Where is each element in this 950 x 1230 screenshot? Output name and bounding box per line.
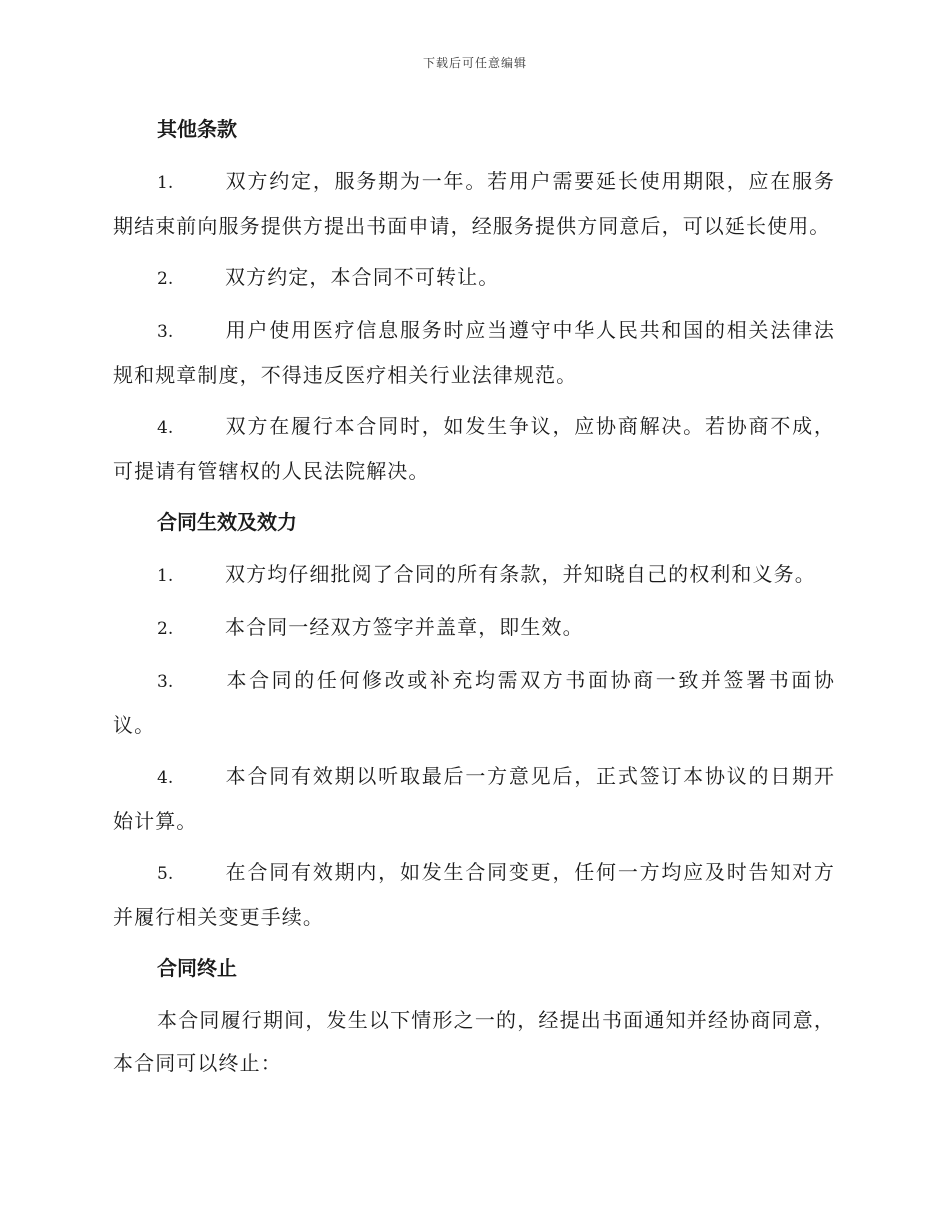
clause-2-3 [113,659,835,747]
clause-number: 4. [157,418,174,438]
clause-1-3 [113,309,835,397]
section-title-termination: 合同终止 [157,956,237,980]
clause-1-2 [113,256,835,301]
clause-2-5 [113,851,835,939]
clause-number: 5. [157,864,174,884]
clause-number: 3. [157,322,174,342]
clause-text: 在合同有效期内，如发生合同变更，任何一方均应及时告知对方并履行相关变更手续。 [113,860,835,929]
clause-text: 双方均仔细批阅了合同的所有条款，并知晓自己的权利和义务。 [225,562,816,586]
section-title-effectiveness: 合同生效及效力 [157,510,297,534]
document-body [113,108,835,1093]
termination-intro: 本合同履行期间，发生以下情形之一的，经提出书面通知并经协商同意，本合同可以终止： [113,1008,835,1075]
clause-number: 2. [157,619,174,639]
clause-text: 双方约定，服务期为一年。若用户需要延长使用期限，应在服务期结束前向服务提供方提出书面申请，经服务提供方同意后，可以延长使用。 [113,169,835,238]
clause-number: 3. [157,672,174,692]
clause-2-2 [113,606,835,651]
clause-text: 双方约定，本合同不可转让。 [225,265,500,289]
clause-text: 用户使用医疗信息服务时应当遵守中华人民共和国的相关法律法规和规章制度，不得违反医疗相关行业法律规范。 [113,318,835,387]
clause-text: 双方在履行本合同时，如发生争议，应协商解决。若协商不成，可提请有管辖权的人民法院解决。 [113,414,835,483]
clause-1-4 [113,405,835,493]
section-title-other-terms: 其他条款 [157,117,237,141]
clause-number: 4. [157,768,174,788]
clause-number: 1. [157,566,174,586]
clause-2-4 [113,755,835,843]
clause-2-1 [113,553,835,598]
clause-text: 本合同一经双方签字并盖章，即生效。 [225,615,584,639]
clause-1-1 [113,160,835,248]
clause-text: 本合同有效期以听取最后一方意见后，正式签订本协议的日期开始计算。 [113,764,835,833]
clause-text: 本合同的任何修改或补充均需双方书面协商一致并签署书面协议。 [113,668,835,737]
clause-number: 1. [157,173,174,193]
clause-number: 2. [157,269,174,289]
page-header: 下载后可任意编辑 [422,56,527,70]
